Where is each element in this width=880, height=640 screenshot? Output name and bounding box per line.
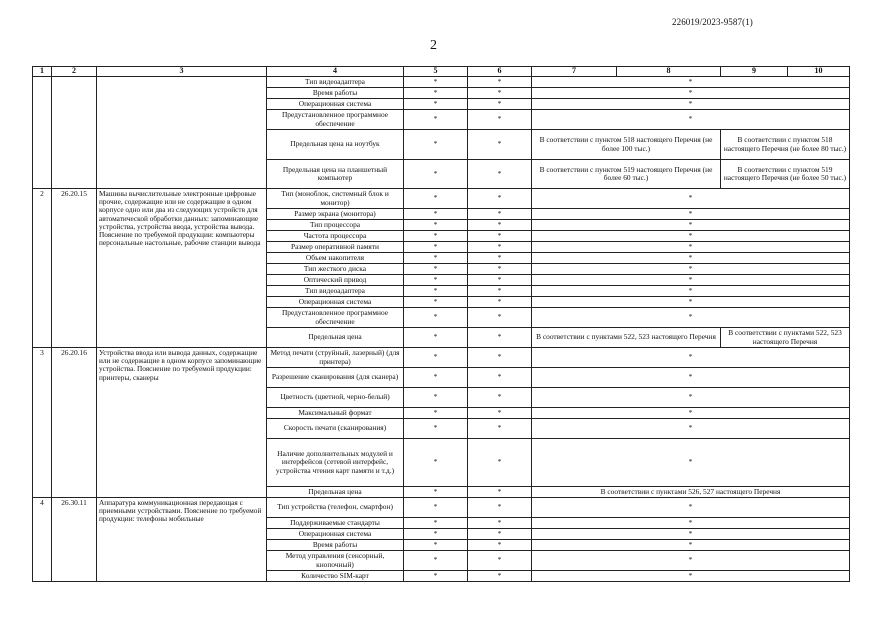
star-mark: * [404, 160, 468, 189]
item-code-cell [52, 77, 97, 189]
price-value: В соответствии с пунктами 522, 523 настоящего Перечня [721, 328, 850, 348]
star-mark: * [404, 275, 468, 286]
star-mark: * [468, 518, 532, 529]
star-mark: * [404, 328, 468, 348]
item-number: 3 [33, 348, 52, 498]
star-mark: * [404, 242, 468, 253]
star-mark: * [468, 160, 532, 189]
price-value: В соответствии с пунктами 526, 527 настоящего Перечня [532, 487, 850, 498]
star-mark: * [532, 275, 850, 286]
characteristic: Частота процессора [267, 231, 404, 242]
characteristic: Операционная система [267, 99, 404, 110]
star-mark: * [468, 77, 532, 88]
star-mark: * [404, 77, 468, 88]
col-header: 7 [532, 67, 617, 77]
star-mark: * [404, 209, 468, 220]
star-mark: * [404, 110, 468, 130]
star-mark: * [532, 419, 850, 439]
star-mark: * [532, 388, 850, 408]
star-mark: * [404, 540, 468, 551]
characteristic: Метод печати (струйный, лазерный) (для принтера) [267, 348, 404, 368]
star-mark: * [404, 308, 468, 328]
star-mark: * [532, 348, 850, 368]
star-mark: * [404, 231, 468, 242]
star-mark: * [404, 439, 468, 487]
characteristic: Разрешение сканирования (для сканера) [267, 368, 404, 388]
star-mark: * [404, 99, 468, 110]
star-mark: * [468, 487, 532, 498]
star-mark: * [468, 408, 532, 419]
characteristic: Тип устройства (телефон, смартфон) [267, 498, 404, 518]
table-row [33, 348, 850, 368]
star-mark: * [468, 439, 532, 487]
star-mark: * [468, 286, 532, 297]
item-number: 4 [33, 498, 52, 582]
star-mark: * [532, 408, 850, 419]
star-mark: * [532, 242, 850, 253]
star-mark: * [468, 220, 532, 231]
star-mark: * [468, 253, 532, 264]
star-mark: * [468, 88, 532, 99]
item-description: Устройства ввода или вывода данных, содержащие или не содержащие в одном корпусе запоминающие устройства. Пояснение по требуемой продукции: принтеры, сканеры [97, 348, 267, 498]
col-header: 5 [404, 67, 468, 77]
col-header: 1 [33, 67, 52, 77]
star-mark: * [404, 388, 468, 408]
document-number: 226019/2023-9587(1) [672, 17, 753, 27]
characteristic: Метод управления (сенсорный, кнопочный) [267, 551, 404, 571]
star-mark: * [404, 253, 468, 264]
page-number: 2 [430, 38, 437, 53]
col-header: 10 [788, 67, 850, 77]
characteristic: Предельная цена на планшетный компьютер [267, 160, 404, 189]
star-mark: * [404, 264, 468, 275]
star-mark: * [404, 286, 468, 297]
table-row [33, 77, 850, 88]
star-mark: * [468, 264, 532, 275]
star-mark: * [404, 518, 468, 529]
star-mark: * [532, 77, 850, 88]
star-mark: * [468, 130, 532, 160]
star-mark: * [404, 220, 468, 231]
col-header: 9 [721, 67, 788, 77]
star-mark: * [532, 88, 850, 99]
characteristic: Предельная цена [267, 328, 404, 348]
star-mark: * [468, 209, 532, 220]
characteristic: Время работы [267, 540, 404, 551]
price-value: В соответствии с пунктом 519 настоящего Перечня (не более 60 тыс.) [532, 160, 721, 189]
star-mark: * [532, 308, 850, 328]
col-header: 6 [468, 67, 532, 77]
star-mark: * [468, 308, 532, 328]
characteristic: Объем накопителя [267, 253, 404, 264]
star-mark: * [404, 419, 468, 439]
star-mark: * [404, 297, 468, 308]
table-row [33, 498, 850, 518]
star-mark: * [404, 487, 468, 498]
requirements-table [32, 66, 850, 582]
star-mark: * [532, 286, 850, 297]
star-mark: * [404, 88, 468, 99]
characteristic: Тип видеоадаптера [267, 77, 404, 88]
star-mark: * [532, 571, 850, 582]
characteristic: Скорость печати (сканирования) [267, 419, 404, 439]
characteristic: Размер оперативной памяти [267, 242, 404, 253]
item-number-cell [33, 77, 52, 189]
price-value: В соответствии с пунктом 518 настоящего Перечня (не более 100 тыс.) [532, 130, 721, 160]
characteristic: Тип (моноблок, системный блок и монитор) [267, 189, 404, 209]
star-mark: * [404, 498, 468, 518]
star-mark: * [468, 189, 532, 209]
characteristic: Размер экрана (монитора) [267, 209, 404, 220]
star-mark: * [468, 529, 532, 540]
characteristic: Операционная система [267, 297, 404, 308]
characteristic: Предустановленное программное обеспечение [267, 110, 404, 130]
characteristic: Тип жесткого диска [267, 264, 404, 275]
star-mark: * [468, 242, 532, 253]
star-mark: * [468, 110, 532, 130]
star-mark: * [532, 220, 850, 231]
star-mark: * [532, 189, 850, 209]
item-code: 26.20.16 [52, 348, 97, 498]
item-number: 2 [33, 189, 52, 348]
characteristic: Время работы [267, 88, 404, 99]
star-mark: * [468, 571, 532, 582]
star-mark: * [532, 498, 850, 518]
characteristic: Наличие дополнительных модулей и интерфейсов (сетевой интерфейс, устройства чтения карт памяти и т.д.) [267, 439, 404, 487]
star-mark: * [532, 231, 850, 242]
star-mark: * [532, 518, 850, 529]
col-header: 3 [97, 67, 267, 77]
star-mark: * [468, 231, 532, 242]
characteristic: Тип процессора [267, 220, 404, 231]
star-mark: * [468, 275, 532, 286]
star-mark: * [468, 419, 532, 439]
star-mark: * [468, 368, 532, 388]
star-mark: * [404, 551, 468, 571]
characteristic: Тип видеоадаптера [267, 286, 404, 297]
col-header: 8 [617, 67, 721, 77]
star-mark: * [532, 110, 850, 130]
characteristic: Количество SIM-карт [267, 571, 404, 582]
characteristic: Операционная система [267, 529, 404, 540]
item-description: Аппаратура коммуникационная передающая с приемными устройствами. Пояснение по требуемой продукции: телефоны мобильные [97, 498, 267, 582]
item-description-cell [97, 77, 267, 189]
item-description: Машины вычислительные электронные цифровые прочие, содержащие или не содержащие в одном корпусе одно или два из следующих устройств для автоматической обработки данных: запоминающие устройства, устройства ввода, устройства вывода. Пояснение по требуемой продукции: компьютеры персональные настольные, рабочие станции вывода [97, 189, 267, 348]
star-mark: * [468, 540, 532, 551]
price-value: В соответствии с пунктами 522, 523 настоящего Перечня [532, 328, 721, 348]
star-mark: * [468, 328, 532, 348]
star-mark: * [468, 498, 532, 518]
characteristic: Максимальный формат [267, 408, 404, 419]
star-mark: * [404, 529, 468, 540]
characteristic: Предустановленное программное обеспечение [267, 308, 404, 328]
characteristic: Поддерживаемые стандарты [267, 518, 404, 529]
item-code: 26.20.15 [52, 189, 97, 348]
star-mark: * [532, 368, 850, 388]
star-mark: * [468, 551, 532, 571]
star-mark: * [404, 408, 468, 419]
star-mark: * [532, 264, 850, 275]
star-mark: * [468, 297, 532, 308]
star-mark: * [532, 439, 850, 487]
characteristic: Предельная цена [267, 487, 404, 498]
item-code: 26.30.11 [52, 498, 97, 582]
star-mark: * [532, 529, 850, 540]
star-mark: * [532, 540, 850, 551]
star-mark: * [404, 368, 468, 388]
star-mark: * [404, 189, 468, 209]
star-mark: * [532, 297, 850, 308]
star-mark: * [532, 253, 850, 264]
col-header: 2 [52, 67, 97, 77]
star-mark: * [532, 551, 850, 571]
star-mark: * [468, 99, 532, 110]
price-value: В соответствии с пунктом 518 настоящего Перечня (не более 80 тыс.) [721, 130, 850, 160]
star-mark: * [468, 388, 532, 408]
star-mark: * [532, 99, 850, 110]
characteristic: Оптический привод [267, 275, 404, 286]
star-mark: * [404, 571, 468, 582]
star-mark: * [532, 209, 850, 220]
table-row [33, 189, 850, 209]
characteristic: Предельная цена на ноутбук [267, 130, 404, 160]
characteristic: Цветность (цветной, черно-белый) [267, 388, 404, 408]
star-mark: * [404, 348, 468, 368]
column-number-row [33, 67, 850, 77]
star-mark: * [404, 130, 468, 160]
price-value: В соответствии с пунктом 519 настоящего Перечня (не более 50 тыс.) [721, 160, 850, 189]
star-mark: * [468, 348, 532, 368]
col-header: 4 [267, 67, 404, 77]
